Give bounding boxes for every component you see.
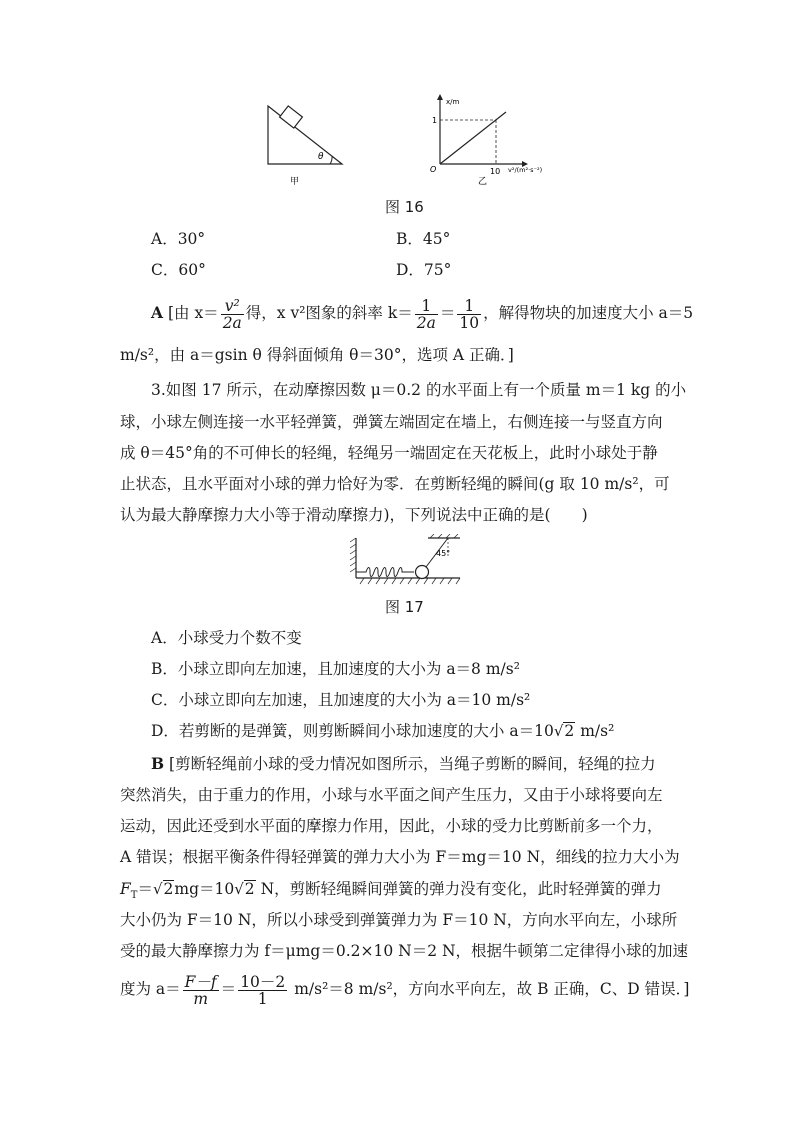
q2-answer-line1: A [由 x＝ $\frac{\text{v²}}{2a}$ 得，x v²图象的斜率 k＝ $\frac{1}{2a}$ ＝ $\frac{1}{10}$ ，解得物块的加速度大小 a＝5 (151, 296, 694, 332)
q2-answer-line2: m/s²，由 a＝gsin θ 得斜面倾角 θ＝30°，选项 A 正确．] (120, 346, 514, 364)
q3-option-a: A．小球受力个数不变 (151, 629, 302, 647)
fraction-10-minus-2-over-1: $\frac{10-2}{1}$ (240, 972, 286, 1008)
ball (416, 566, 429, 579)
q3-option-b: B．小球立即向左加速，且加速度的大小为 a＝8 m/s² (151, 660, 520, 678)
q3-option-c: C．小球立即向左加速，且加速度的大小为 a＝10 m/s² (151, 691, 531, 709)
q3-option-d: D．若剪断的是弹簧，则剪断瞬间小球加速度的大小 a＝10√2 m/s² (151, 722, 615, 740)
q3-stem-line5: 认为最大静摩擦力大小等于滑动摩擦力)，下列说法中正确的是( ) (120, 506, 588, 524)
fraction-v2-2a: $\frac{\text{v²}}{2a}$ (222, 296, 242, 332)
option-a: A．30° (151, 230, 206, 248)
q3-answer-line4: A 错误；根据平衡条件得轻弹簧的弹力大小为 F＝mg＝10 N，细线的拉力大小为 (120, 848, 680, 866)
x-v2-graph (430, 94, 542, 187)
incline-diagram (268, 106, 342, 187)
angle-label: 45° (436, 549, 451, 558)
q3-answer-line7: 受的最大静摩擦力为 f＝μmg＝0.2×10 N＝2 N，根据牛顿第二定律得小球的加速 (120, 942, 689, 960)
axis-x-label: v²/(m²·s⁻²) (508, 166, 543, 174)
q3-answer-line8: 度为 a＝ $\frac{F-f}{m}$ ＝ $\frac{10-2}{1}$ m/s²＝8 m/s²，方向水平向左，故 B 正确，C、D 错误．] (120, 972, 690, 1008)
q3-answer-line1: B [剪断轻绳前小球的受力情况如图所示，当绳子剪断的瞬间，轻绳的拉力 (151, 754, 656, 773)
q3-answer-line3: 运动，因此还受到水平面的摩擦力作用，因此，小球的受力比剪断前多一个力， (120, 817, 663, 835)
label-jia: 甲 (290, 177, 300, 187)
spring (356, 568, 414, 577)
q3-stem-line4: 止状态，且水平面对小球的弹力恰好为零．在剪断轻绳的瞬间(g 取 10 m/s²，可 (120, 475, 670, 493)
q3-answer-line2: 突然消失，由于重力的作用，小球与水平面之间产生压力，又由于小球将要向左 (120, 786, 663, 804)
label-yi: 乙 (478, 177, 488, 187)
tick-y-1: 1 (432, 116, 438, 125)
fraction-f-minus-f-over-m: $\frac{F-f}{m}$ (184, 972, 217, 1008)
q3-stem-line3: 成 θ＝45°角的不可伸长的轻绳，轻绳另一端固定在天花板上，此时小球处于静 (120, 444, 658, 462)
theta-label: θ (318, 152, 324, 162)
figure-17 (348, 534, 466, 586)
figure-16 (260, 92, 570, 187)
origin-label: O (430, 165, 437, 174)
q3-stem-line1: 3.如图 17 所示，在动摩擦因数 μ＝0.2 的水平面上有一个质量 m＝1 kg 的小 (151, 381, 687, 399)
axis-y-label: x/m (446, 98, 460, 106)
option-d: D．75° (396, 261, 452, 279)
q2-answer-letter: A (151, 303, 164, 322)
tick-x-10: 10 (490, 167, 501, 176)
q3-answer-letter: B (151, 754, 165, 773)
fraction-1-10: $\frac{1}{10}$ (459, 296, 480, 332)
figure-17-caption: 图 17 (385, 598, 424, 616)
figure-16-caption: 图 16 (385, 198, 424, 216)
fraction-1-2a: $\frac{1}{2a}$ (416, 296, 436, 332)
q3-answer-line6: 大小仍为 F＝10 N，所以小球受到弹簧弹力为 F＝10 N，方向水平向左，小球所 (120, 911, 678, 929)
option-b: B．45° (396, 230, 451, 248)
q3-answer-line5: $F_T=√2mg=10√2$ N，剪断轻绳瞬间弹簧的弹力没有变化，此时轻弹簧的弹力 (120, 880, 662, 902)
q3-stem-line2: 球，小球左侧连接一水平轻弹簧，弹簧左端固定在墙上，右侧连接一与竖直方向 (120, 413, 663, 431)
option-c: C．60° (151, 261, 206, 279)
